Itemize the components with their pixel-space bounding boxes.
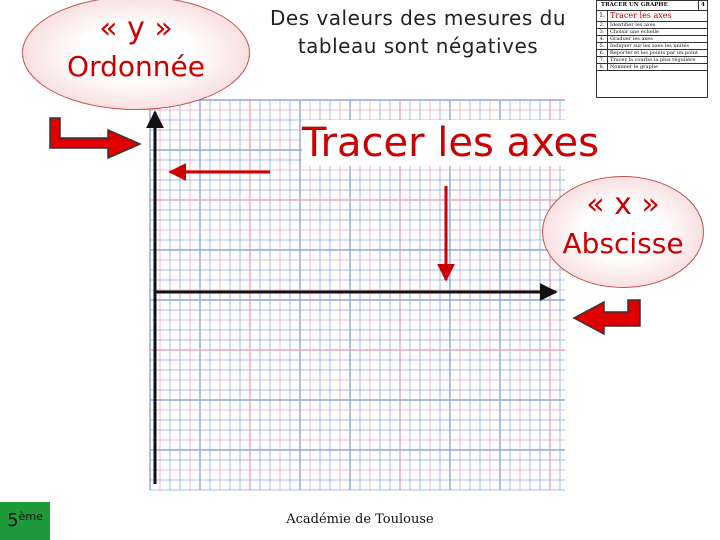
y-axis-label: Ordonnée bbox=[67, 50, 205, 83]
checklist-row-number: 8. bbox=[597, 64, 608, 70]
grade-badge bbox=[0, 502, 50, 540]
x-axis-badge bbox=[542, 176, 704, 288]
checklist-row-number: 7. bbox=[597, 57, 608, 63]
steps-checklist bbox=[596, 0, 708, 98]
checklist-row-number: 6. bbox=[597, 50, 608, 56]
checklist-row-text: Tracer les axes bbox=[610, 11, 672, 20]
checklist-row-number: 2. bbox=[597, 22, 608, 28]
checklist-row-number: 3. bbox=[597, 29, 608, 35]
checklist-row bbox=[597, 43, 707, 50]
checklist-row bbox=[597, 50, 707, 57]
x-axis-symbol: « x » bbox=[586, 187, 660, 222]
checklist-corner-number: 4 bbox=[698, 1, 707, 10]
checklist-row-text: Nommer le graphe bbox=[610, 64, 658, 70]
y-axis-symbol: « y » bbox=[99, 11, 173, 46]
grade-number: 5 bbox=[7, 510, 19, 531]
checklist-title: TRACER UN GRAPHE bbox=[601, 2, 668, 8]
checklist-row-number: 5. bbox=[597, 43, 608, 49]
checklist-row bbox=[597, 36, 707, 43]
checklist-row-text: Graduer les axes bbox=[610, 36, 653, 42]
checklist-row bbox=[597, 29, 707, 36]
checklist-row bbox=[597, 11, 707, 22]
checklist-row-text: Tracer la courbe la plus régulière bbox=[610, 57, 696, 63]
negative-values-note: Des valeurs des mesures du tableau sont négatives bbox=[258, 4, 578, 60]
checklist-rows bbox=[597, 11, 707, 71]
checklist-row bbox=[597, 57, 707, 64]
y-axis-badge bbox=[22, 0, 250, 110]
checklist-row-text: Indiquer sur les axes les unités bbox=[610, 43, 690, 49]
checklist-row-number: 4. bbox=[597, 36, 608, 42]
checklist-row-text: Reporter et les points par un point bbox=[610, 50, 698, 56]
x-axis-label: Abscisse bbox=[562, 227, 684, 260]
step-title: Tracer les axes bbox=[302, 120, 622, 166]
checklist-row bbox=[597, 64, 707, 71]
grade-suffix: ème bbox=[18, 510, 43, 523]
checklist-row-text: Choisir une échelle bbox=[610, 29, 659, 35]
checklist-row bbox=[597, 22, 707, 29]
checklist-row-text: Identifier les axes bbox=[610, 22, 656, 28]
checklist-row-number: 1. bbox=[597, 11, 608, 21]
footer-credit: Académie de Toulouse bbox=[250, 512, 470, 527]
checklist-header bbox=[597, 1, 707, 11]
